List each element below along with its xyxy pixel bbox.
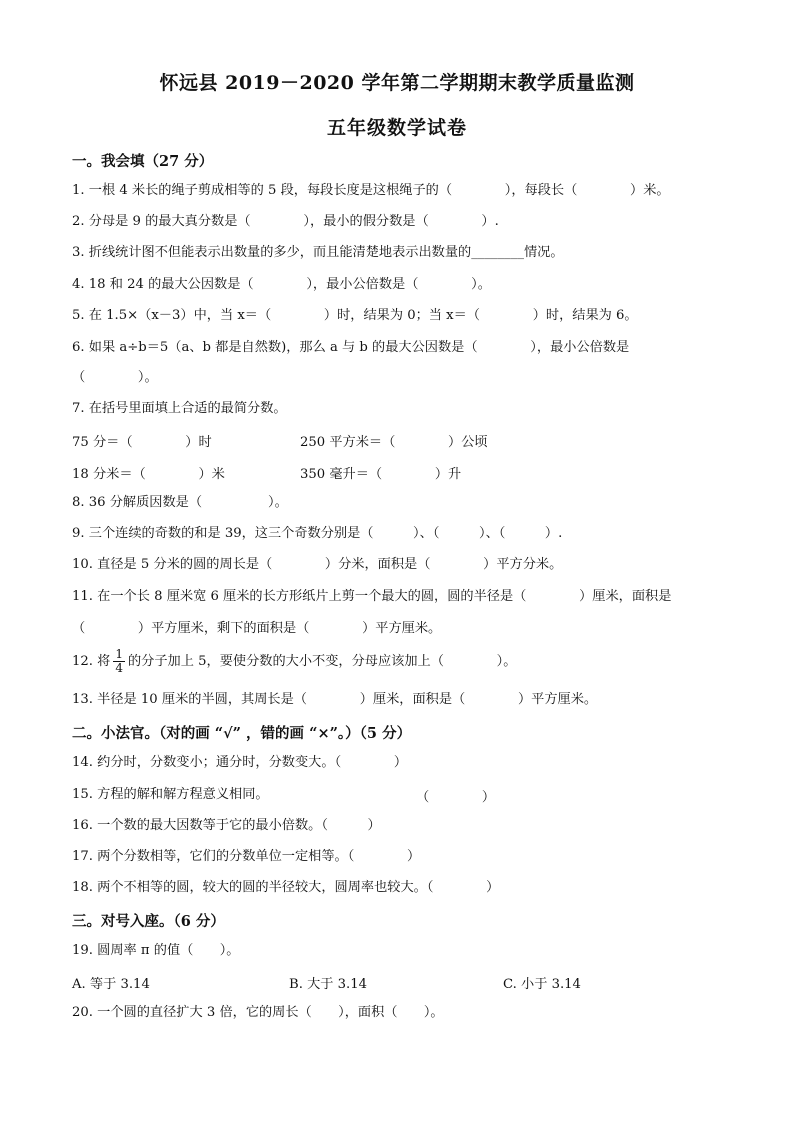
option-a: A. 等于 3.14	[72, 977, 150, 992]
question-16: 16. 一个数的最大因数等于它的最小倍数。（ ）	[72, 818, 381, 833]
question-3: 3. 折线统计图不但能表示出数量的多少，而且能清楚地表示出数量的________情况。	[72, 245, 564, 260]
question-11-line-1: 11. 在一个长 8 厘米宽 6 厘米的长方形纸片上剪一个最大的圆，圆的半径是（ ）厘米，面积是	[72, 589, 672, 604]
question-15-blank: （ ）	[416, 790, 496, 805]
question-7-item: 75 分＝（ ）时	[72, 435, 212, 450]
question-20: 20. 一个圆的直径扩大 3 倍，它的周长（ ），面积（ ）。	[72, 1005, 444, 1020]
question-19: 19. 圆周率 π 的值（ ）。	[72, 943, 240, 958]
option-b: B. 大于 3.14	[289, 977, 368, 992]
question-14: 14. 约分时，分数变小；通分时，分数变大。（ ）	[72, 755, 408, 770]
question-11-line-2: （ ）平方厘米，剩下的面积是（ ）平方厘米。	[72, 621, 442, 636]
question-2: 2. 分母是 9 的最大真分数是（ ），最小的假分数是（ ）.	[72, 214, 499, 229]
section-1-heading: 一。我会填（27 分）	[72, 153, 214, 170]
question-7-item: 250 平方米＝（ ）公顷	[300, 435, 488, 450]
fraction-numerator: 1	[115, 647, 123, 661]
section-3-heading: 三。对号入座。（6 分）	[72, 913, 225, 930]
question-10: 10. 直径是 5 分米的圆的周长是（ ）分米，面积是（ ）平方分米。	[72, 557, 563, 572]
question-4: 4. 18 和 24 的最大公因数是（ ），最小公倍数是（ ）。	[72, 277, 491, 292]
question-7-item: 350 毫升＝（ ）升	[300, 467, 462, 482]
question-7-item: 18 分米＝（ ）米	[72, 467, 225, 482]
question-6-line-1: 6. 如果 a÷b＝5（a、b 都是自然数)，那么 a 与 b 的最大公因数是（ ），最小公倍数是	[72, 340, 630, 355]
question-9: 9. 三个连续的奇数的和是 39，这三个奇数分别是（ ）、（ ）、（ ）.	[72, 526, 563, 541]
question-12-prefix: 12. 将	[72, 654, 111, 669]
question-17: 17. 两个分数相等，它们的分数单位一定相等。（ ）	[72, 849, 421, 864]
question-1: 1. 一根 4 米长的绳子剪成相等的 5 段，每段长度是这根绳子的（ ），每段长（ ）米。	[72, 183, 670, 198]
question-18: 18. 两个不相等的圆，较大的圆的半径较大，圆周率也较大。（ ）	[72, 880, 500, 895]
question-12-suffix: 的分子加上 5，要使分数的大小不变，分母应该加上（ ）。	[128, 654, 517, 669]
fraction-one-quarter	[113, 648, 125, 675]
option-c: C. 小于 3.14	[503, 977, 581, 992]
question-7: 7. 在括号里面填上合适的最简分数。	[72, 401, 287, 416]
fraction-denominator: 4	[115, 661, 123, 675]
question-12	[72, 647, 516, 677]
question-13: 13. 半径是 10 厘米的半圆，其周长是（ ）厘米，面积是（ ）平方厘米。	[72, 692, 598, 707]
question-8: 8. 36 分解质因数是（ ）。	[72, 495, 288, 510]
exam-subtitle: 五年级数学试卷	[326, 117, 467, 139]
exam-title: 怀远县 2019－2020 学年第二学期期末教学质量监测	[159, 72, 635, 94]
question-15: 15. 方程的解和解方程意义相同。	[72, 787, 269, 802]
question-5: 5. 在 1.5×（x－3）中，当 x＝（ ）时，结果为 0；当 x＝（ ）时，结果为 6。	[72, 308, 638, 323]
question-6-line-2: （ ）。	[72, 370, 158, 385]
section-2-heading: 二。小法官。（对的画 “√” ，错的画 “×”。）（5 分）	[72, 725, 412, 742]
